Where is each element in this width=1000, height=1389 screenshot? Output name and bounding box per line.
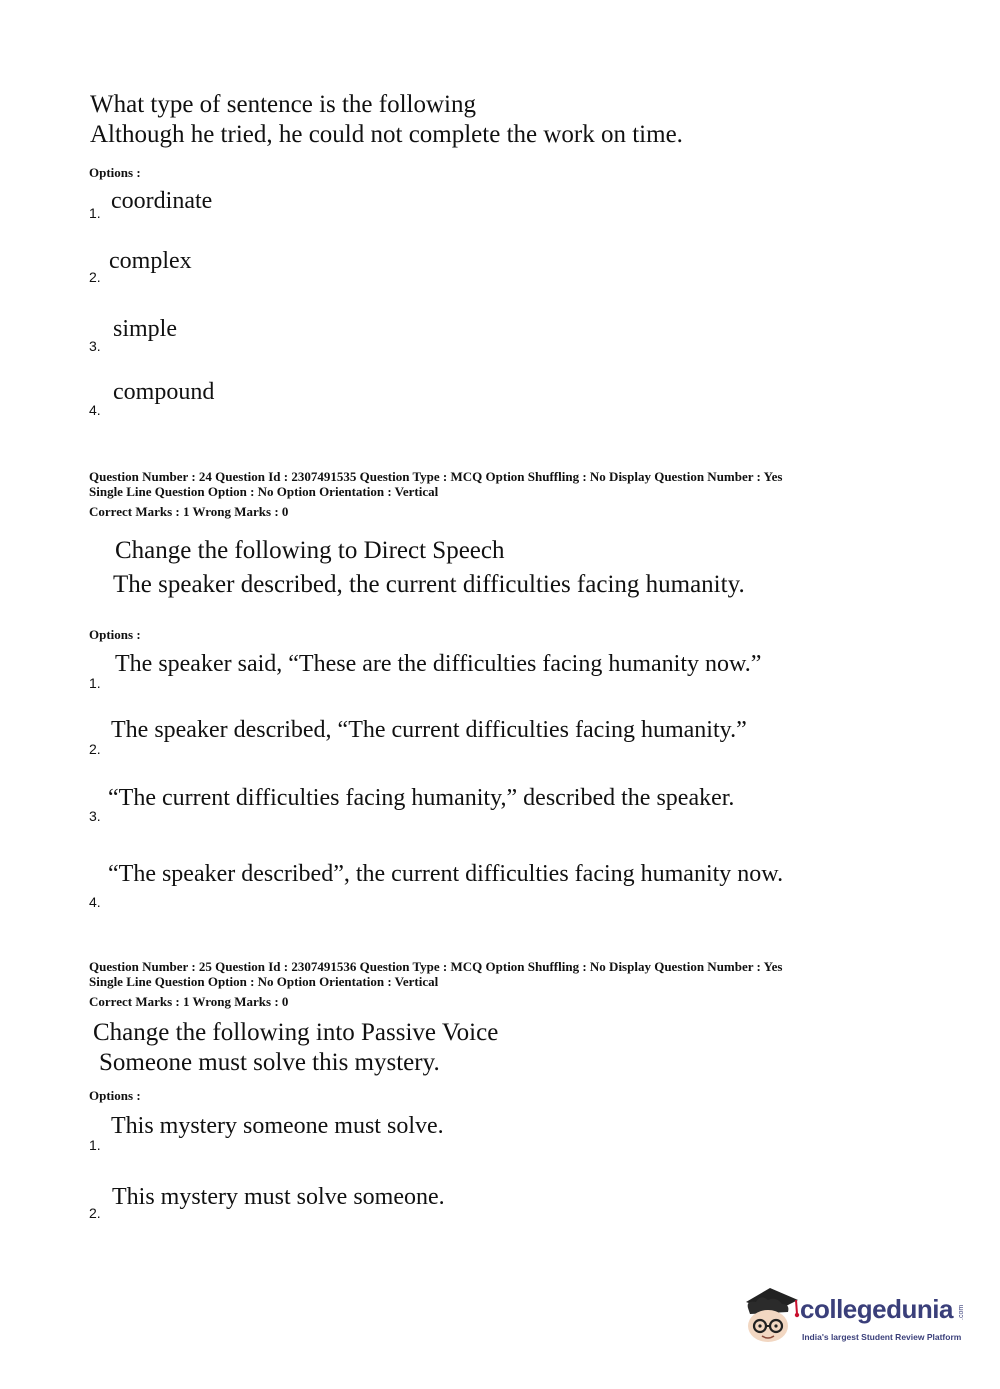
q24-question-line1: Change the following to Direct Speech	[115, 537, 505, 564]
option-number: 3.	[89, 338, 101, 354]
q25-question-line1: Change the following into Passive Voice	[93, 1019, 499, 1046]
option-number: 4.	[89, 894, 101, 910]
option-number: 1.	[89, 205, 101, 221]
q24-marks: Correct Marks : 1 Wrong Marks : 0	[89, 504, 289, 519]
option-text: complex	[109, 248, 192, 274]
option-text: The speaker described, “The current difficulties facing humanity.”	[111, 717, 747, 743]
q25-options-label: Options :	[89, 1088, 141, 1103]
q24-meta-line1: Question Number : 24 Question Id : 2307491535 Question Type : MCQ Option Shuffling : No Display Question Number : Yes	[89, 469, 783, 484]
option-number: 3.	[89, 808, 101, 824]
q25-meta-line2: Single Line Question Option : No Option Orientation : Vertical	[89, 974, 439, 989]
q25-meta-line1: Question Number : 25 Question Id : 2307491536 Question Type : MCQ Option Shuffling : No Display Question Number : Yes	[89, 959, 783, 974]
q25-question-line2: Someone must solve this mystery.	[99, 1049, 440, 1076]
logo-wordmark: collegedunia	[800, 1294, 953, 1324]
option-text: The speaker said, “These are the difficulties facing humanity now.”	[115, 651, 762, 677]
option-text: simple	[113, 316, 177, 342]
mascot-icon	[740, 1280, 802, 1350]
option-number: 2.	[89, 269, 101, 285]
q23-question-line1: What type of sentence is the following	[90, 91, 476, 118]
option-text: This mystery someone must solve.	[111, 1113, 444, 1139]
q23-options-label: Options :	[89, 165, 141, 180]
q24-meta-line2: Single Line Question Option : No Option Orientation : Vertical	[89, 484, 439, 499]
option-number: 2.	[89, 1205, 101, 1221]
q24-options-label: Options :	[89, 627, 141, 642]
collegedunia-logo	[740, 1280, 970, 1350]
logo-tagline: India's largest Student Review Platform	[802, 1332, 962, 1342]
option-number: 1.	[89, 1137, 101, 1153]
option-text: coordinate	[111, 188, 213, 214]
option-text: compound	[113, 379, 215, 405]
q25-marks: Correct Marks : 1 Wrong Marks : 0	[89, 994, 289, 1009]
option-text: “The speaker described”, the current difficulties facing humanity now.	[108, 861, 784, 887]
option-text: This mystery must solve someone.	[112, 1184, 445, 1210]
option-number: 2.	[89, 741, 101, 757]
logo-suffix: .com	[958, 1304, 965, 1320]
q23-question-line2: Although he tried, he could not complete the work on time.	[90, 121, 683, 148]
q24-question-line2: The speaker described, the current difficulties facing humanity.	[113, 571, 745, 598]
option-text: “The current difficulties facing humanity,” described the speaker.	[108, 785, 735, 811]
option-number: 1.	[89, 675, 101, 691]
option-number: 4.	[89, 402, 101, 418]
